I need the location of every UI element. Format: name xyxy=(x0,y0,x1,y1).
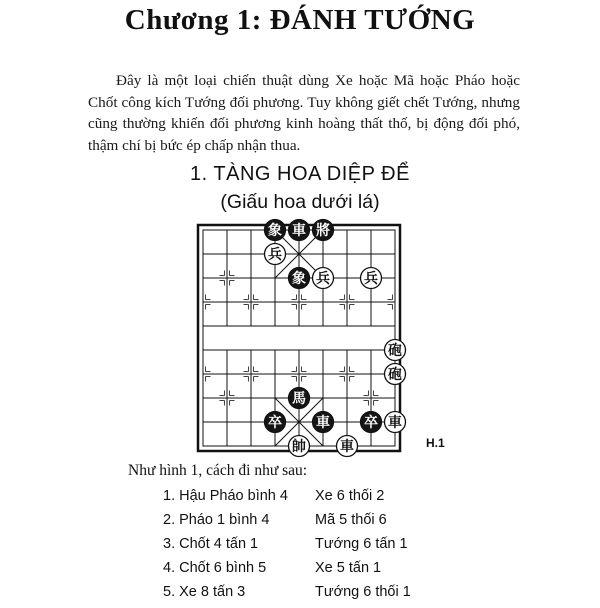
red-move: 1. Hậu Pháo bình 4 xyxy=(163,488,288,504)
red-piece-glyph: 車 xyxy=(340,439,354,455)
chapter-title: Chương 1: ĐÁNH TƯỚNG xyxy=(124,4,476,36)
move-row xyxy=(163,560,563,584)
black-move: Tướng 6 tấn 1 xyxy=(315,536,408,552)
move-list xyxy=(163,488,563,608)
black-piece-glyph: 車 xyxy=(292,223,306,239)
black-move: Tướng 6 thối 1 xyxy=(315,584,411,600)
red-move: 2. Pháo 1 bình 4 xyxy=(163,512,270,528)
black-move: Xe 6 thối 2 xyxy=(315,488,385,504)
red-move: 3. Chốt 4 tấn 1 xyxy=(163,536,259,552)
board-pieces xyxy=(265,220,406,457)
red-piece-glyph: 砲 xyxy=(388,343,402,359)
black-piece-glyph: 馬 xyxy=(292,391,306,407)
black-piece-glyph: 象 xyxy=(292,271,306,287)
red-piece-glyph: 兵 xyxy=(364,271,378,287)
method-intro: Như hình 1, cách đi như sau: xyxy=(128,462,308,479)
black-move: Xe 5 tấn 1 xyxy=(315,560,382,576)
xiangqi-board-diagram xyxy=(188,215,418,455)
black-move: Mã 5 thối 6 xyxy=(315,512,387,528)
move-row xyxy=(163,536,563,560)
red-piece-glyph: 兵 xyxy=(316,271,330,287)
red-piece-glyph: 兵 xyxy=(268,247,282,263)
red-move: 5. Xe 8 tấn 3 xyxy=(163,584,246,600)
move-row xyxy=(163,584,563,608)
section-title: 1. TÀNG HOA DIỆP ĐỂ xyxy=(190,163,410,185)
red-move: 4. Chốt 6 bình 5 xyxy=(163,560,267,576)
move-row xyxy=(163,512,563,536)
red-piece-glyph: 帥 xyxy=(292,439,306,455)
figure-label: H.1 xyxy=(426,436,445,450)
black-piece-glyph: 車 xyxy=(316,415,330,431)
move-row xyxy=(163,488,563,512)
black-piece-glyph: 象 xyxy=(268,223,282,239)
black-piece-glyph: 卒 xyxy=(268,415,282,431)
section-subtitle: (Giấu hoa dưới lá) xyxy=(220,191,380,213)
red-piece-glyph: 砲 xyxy=(388,367,402,383)
red-piece-glyph: 車 xyxy=(388,415,402,431)
black-piece-glyph: 將 xyxy=(316,223,330,239)
black-piece-glyph: 卒 xyxy=(364,415,378,431)
intro-paragraph: Đây là một loại chiến thuật dùng Xe hoặc Mã hoặc Pháo hoặc Chốt công kích Tướng đối phương. Tuy không giết chết Tướng, nhưng cũng thường khiến đối phương kinh hoàng thất thố, bị động đối phó, thậm chí bị bức ép chấp nhận thua. xyxy=(88,72,520,154)
